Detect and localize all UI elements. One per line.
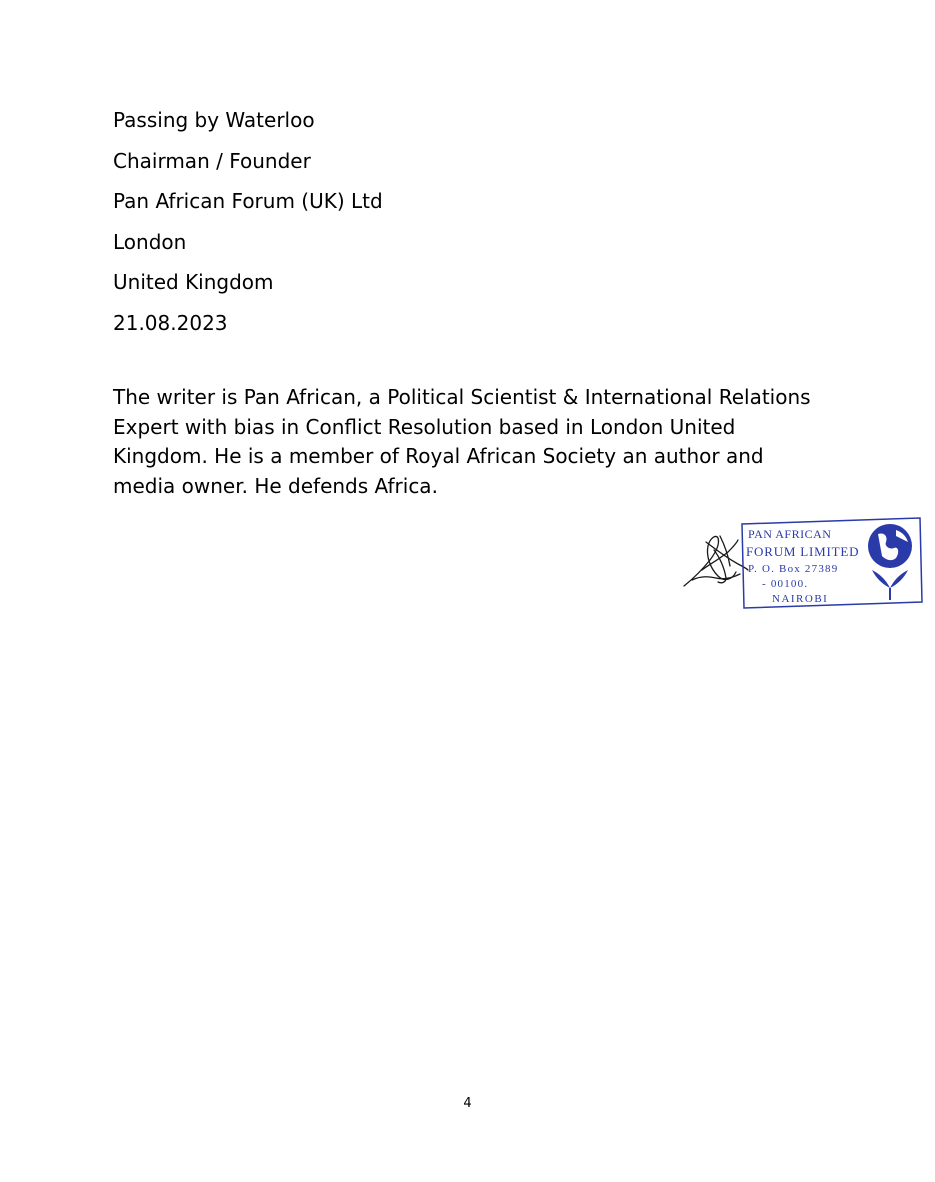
author-title: Chairman / Founder <box>113 148 311 173</box>
stamp-line-4: - 00100. <box>762 578 809 590</box>
page-number: 4 <box>463 1096 472 1111</box>
globe-logo-icon <box>868 524 912 600</box>
stamp-line-2: FORUM LIMITED <box>746 544 860 559</box>
author-bio: The writer is Pan African, a Political Scientist & International Relations Expert with bias in Conflict Resolution based in London United Kingdom. He is a member of Royal African Society an author and media owner. He defends Africa. <box>113 385 811 498</box>
author-name: Passing by Waterloo <box>113 108 315 132</box>
country: United Kingdom <box>113 270 274 294</box>
date: 21.08.2023 <box>113 310 228 335</box>
city: London <box>113 229 187 254</box>
stamp-line-5: NAIROBI <box>772 593 829 605</box>
organization-name: Pan African Forum (UK) Ltd <box>113 189 383 213</box>
company-stamp <box>740 516 924 610</box>
stamp-line-3: P. O. Box 27389 <box>748 563 839 575</box>
signature-block <box>113 100 383 343</box>
stamp-line-1: PAN AFRICAN <box>748 527 832 541</box>
